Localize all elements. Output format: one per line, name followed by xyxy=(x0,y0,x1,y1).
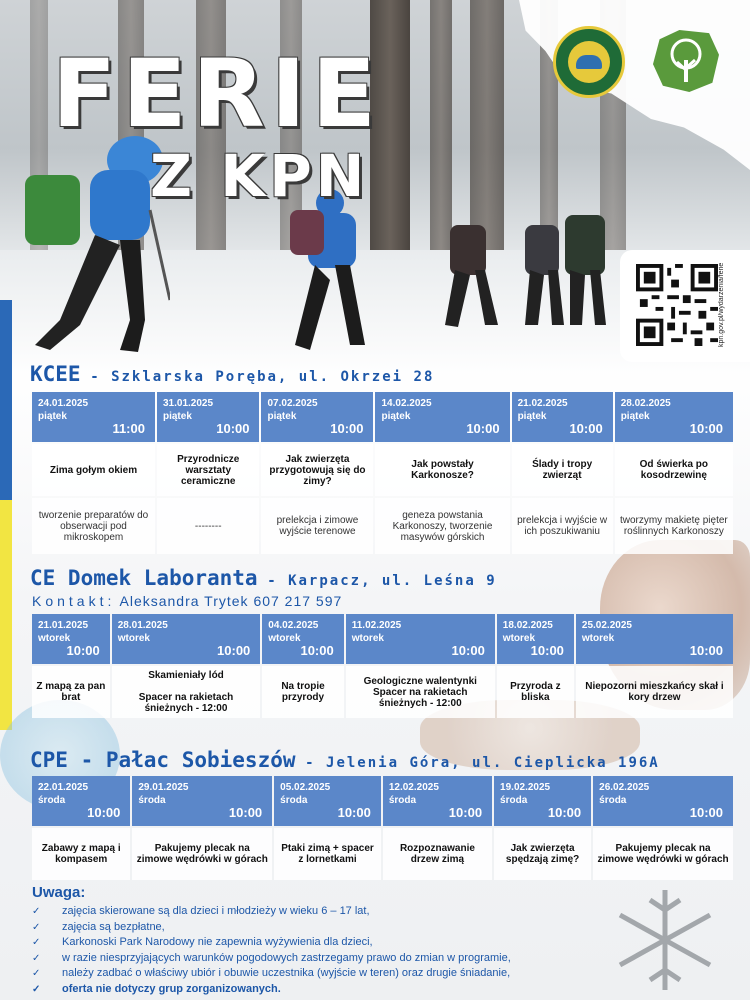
schedule-table-domek-laboranta xyxy=(30,612,735,720)
event-activity: Zabawy z mapą i kompasem xyxy=(32,828,130,880)
event-weekday: wtorek xyxy=(268,633,301,644)
check-icon: ✓ xyxy=(32,921,41,933)
event-activity: Pakujemy plecak na zimowe wędrówki w górach xyxy=(593,828,733,880)
event-weekday: piątek xyxy=(162,411,192,422)
event-weekday: środa xyxy=(280,795,308,806)
event-time: 10:00 xyxy=(448,805,483,820)
snowflake-icon xyxy=(580,880,750,1000)
note-item: ✓ zajęcia skierowane są dla dzieci i młodzieży w wieku 6 – 17 lat, xyxy=(32,904,552,920)
qr-code-icon[interactable] xyxy=(636,264,718,346)
event-description: tworzenie preparatów do obserwacji pod mikroskopem xyxy=(32,498,155,554)
activity-row xyxy=(32,444,733,496)
event-activity: Jak zwierzęta spędzają zimę? xyxy=(494,828,591,880)
event-date: 31.01.2025 xyxy=(162,398,214,409)
date-cell xyxy=(274,776,381,826)
event-activity: Jak powstały Karkonosze? xyxy=(375,444,509,496)
check-icon: ✓ xyxy=(32,983,41,995)
event-weekday: środa xyxy=(388,795,417,806)
event-time: 10:00 xyxy=(87,805,121,820)
event-date: 25.02.2025 xyxy=(581,620,632,631)
hiker-blue-jacket xyxy=(20,130,170,360)
event-weekday: środa xyxy=(500,795,528,806)
note-item: ✓ oferta nie dotyczy grup zorganizowanych. xyxy=(32,982,552,998)
event-time: 10:00 xyxy=(300,643,334,658)
kpn-logo xyxy=(553,26,625,98)
notes-box xyxy=(32,884,552,997)
event-weekday: wtorek xyxy=(581,633,615,644)
event-date: 29.01.2025 xyxy=(138,782,189,793)
date-cell xyxy=(593,776,733,826)
note-item: ✓ w razie niesprzyjających warunków pogodowych zastrzegamy prawo do zmian w programie, xyxy=(32,951,552,967)
date-row xyxy=(32,614,733,664)
event-activity: Skamieniały lód Spacer na rakietach śnieżnych - 12:00 xyxy=(112,666,261,718)
date-cell xyxy=(32,776,130,826)
event-description: tworzymy makietę pięter roślinnych Karkonoszy xyxy=(615,498,733,554)
event-time: 10:00 xyxy=(569,421,603,436)
event-activity: Jak zwierzęta przygotowują się do zimy? xyxy=(261,444,373,496)
event-date: 21.02.2025 xyxy=(517,398,568,409)
event-date: 04.02.2025 xyxy=(268,620,319,631)
section-domek-laboranta-title: CE Domek Laboranta - Karpacz, ul. Leśna 9 xyxy=(30,566,497,590)
hiker-child xyxy=(270,185,390,365)
event-date: 22.01.2025 xyxy=(38,782,89,793)
event-time: 10:00 xyxy=(217,643,251,658)
date-cell xyxy=(615,392,733,442)
event-time: 10:00 xyxy=(66,643,100,658)
event-weekday: środa xyxy=(599,795,627,806)
date-cell xyxy=(383,776,492,826)
check-icon: ✓ xyxy=(32,968,41,979)
event-weekday: wtorek xyxy=(502,633,536,644)
event-weekday: środa xyxy=(38,795,66,806)
event-time: 10:00 xyxy=(689,421,723,436)
event-weekday: piątek xyxy=(38,411,67,422)
event-activity: Przyroda z bliska xyxy=(497,666,574,718)
event-date: 19.02.2025 xyxy=(500,782,551,793)
date-cell xyxy=(375,392,509,442)
check-icon: ✓ xyxy=(32,937,41,948)
date-cell xyxy=(262,614,343,664)
event-activity: Geologiczne walentynki Spacer na rakietach śnieżnych - 12:00 xyxy=(346,666,495,718)
event-date: 05.02.2025 xyxy=(280,782,331,793)
event-activity: Zima gołym okiem xyxy=(32,444,155,496)
event-activity: Ślady i tropy zwierząt xyxy=(512,444,613,496)
event-activity: Od świerka po kosodrzewinę xyxy=(615,444,733,496)
event-time: 10:00 xyxy=(228,805,263,820)
side-stripe-blue xyxy=(0,300,12,500)
date-cell xyxy=(512,392,613,442)
date-cell xyxy=(32,614,110,664)
event-activity: Rozpoznawanie drzew zimą xyxy=(383,828,492,880)
date-cell xyxy=(346,614,495,664)
event-weekday: wtorek xyxy=(38,633,71,644)
event-time: 10:00 xyxy=(530,643,564,658)
date-cell xyxy=(112,614,261,664)
schedule-table-kcee xyxy=(30,390,735,556)
side-stripe-yellow xyxy=(0,500,12,730)
event-description: prelekcja i wyjście w ich poszukiwaniu xyxy=(512,498,613,554)
event-date: 18.02.2025 xyxy=(502,620,553,631)
event-weekday: piątek xyxy=(620,411,650,422)
event-date: 28.02.2025 xyxy=(620,398,671,409)
kpn-logo-emblem xyxy=(568,41,610,83)
event-description: prelekcja i zimowe wyjście terenowe xyxy=(261,498,373,554)
event-date: 07.02.2025 xyxy=(267,398,318,409)
tree-logo-icon xyxy=(653,30,719,92)
event-time: 10:00 xyxy=(216,421,250,436)
notes-heading: Uwaga: xyxy=(32,884,86,901)
activity-row xyxy=(32,828,733,880)
notes-list xyxy=(32,904,552,997)
qr-url: kpn.gov.pl/wydarzenia/ferie xyxy=(718,262,725,348)
event-weekday: piątek xyxy=(381,411,411,422)
date-row xyxy=(32,392,733,442)
date-cell xyxy=(261,392,373,442)
event-date: 26.02.2025 xyxy=(599,782,650,793)
event-activity: Ptaki zimą + spacer z lornetkami xyxy=(274,828,381,880)
date-cell xyxy=(576,614,733,664)
note-item: ✓ zajęcia są bezpłatne, xyxy=(32,920,552,936)
date-cell xyxy=(132,776,272,826)
event-activity: Z mapą za pan brat xyxy=(32,666,110,718)
description-row xyxy=(32,498,733,554)
event-weekday: wtorek xyxy=(351,633,384,644)
contact-line: Kontakt: Aleksandra Trytek 607 217 597 xyxy=(32,593,343,609)
note-item: ✓ należy zadbać o właściwy ubiór i obuwie uczestnika (wyjście w teren) oraz drugie śniadanie, xyxy=(32,966,552,982)
event-time: 10:00 xyxy=(547,805,582,820)
date-cell xyxy=(494,776,591,826)
event-weekday: piątek xyxy=(517,411,547,422)
event-activity: Na tropie przyrody xyxy=(262,666,343,718)
check-icon: ✓ xyxy=(32,952,41,964)
schedule-table-cpe xyxy=(30,774,735,882)
event-time: 11:00 xyxy=(112,421,145,436)
event-date: 12.02.2025 xyxy=(388,782,439,793)
event-time: 10:00 xyxy=(337,805,371,820)
event-time: 10:00 xyxy=(451,643,485,658)
event-description: -------- xyxy=(157,498,260,554)
event-time: 10:00 xyxy=(330,421,364,436)
event-time: 10:00 xyxy=(689,805,723,820)
title-ferie: FERIE xyxy=(52,40,382,149)
event-weekday: wtorek xyxy=(117,633,150,644)
date-cell xyxy=(157,392,260,442)
event-date: 24.01.2025 xyxy=(38,398,89,409)
note-item: ✓ Karkonoski Park Narodowy nie zapewnia wyżywienia dla dzieci, xyxy=(32,935,552,951)
event-date: 21.01.2025 xyxy=(38,620,89,631)
event-description: geneza powstania Karkonoszy, tworzenie masywów górskich xyxy=(375,498,509,554)
date-row xyxy=(32,776,733,826)
hiker-group xyxy=(430,205,620,335)
event-date: 11.02.2025 xyxy=(351,620,402,631)
event-activity: Przyrodnicze warsztaty ceramiczne xyxy=(157,444,260,496)
event-weekday: piątek xyxy=(267,411,297,422)
event-date: 14.02.2025 xyxy=(381,398,432,409)
event-activity: Niepozorni mieszkańcy skał i kory drzew xyxy=(576,666,733,718)
check-icon: ✓ xyxy=(32,906,41,917)
event-date: 28.01.2025 xyxy=(117,620,168,631)
event-time: 10:00 xyxy=(689,643,723,658)
date-cell xyxy=(32,392,155,442)
event-weekday: środa xyxy=(138,795,166,806)
title-z-kpn: Z KPN xyxy=(150,142,369,210)
section-cpe-title: CPE - Pałac Sobieszów - Jelenia Góra, ul. Cieplicka 196A xyxy=(30,748,660,772)
event-time: 10:00 xyxy=(466,421,500,436)
event-activity: Pakujemy plecak na zimowe wędrówki w górach xyxy=(132,828,272,880)
activity-row xyxy=(32,666,733,718)
date-cell xyxy=(497,614,574,664)
section-kcee-title: KCEE - Szklarska Poręba, ul. Okrzei 28 xyxy=(30,362,435,386)
